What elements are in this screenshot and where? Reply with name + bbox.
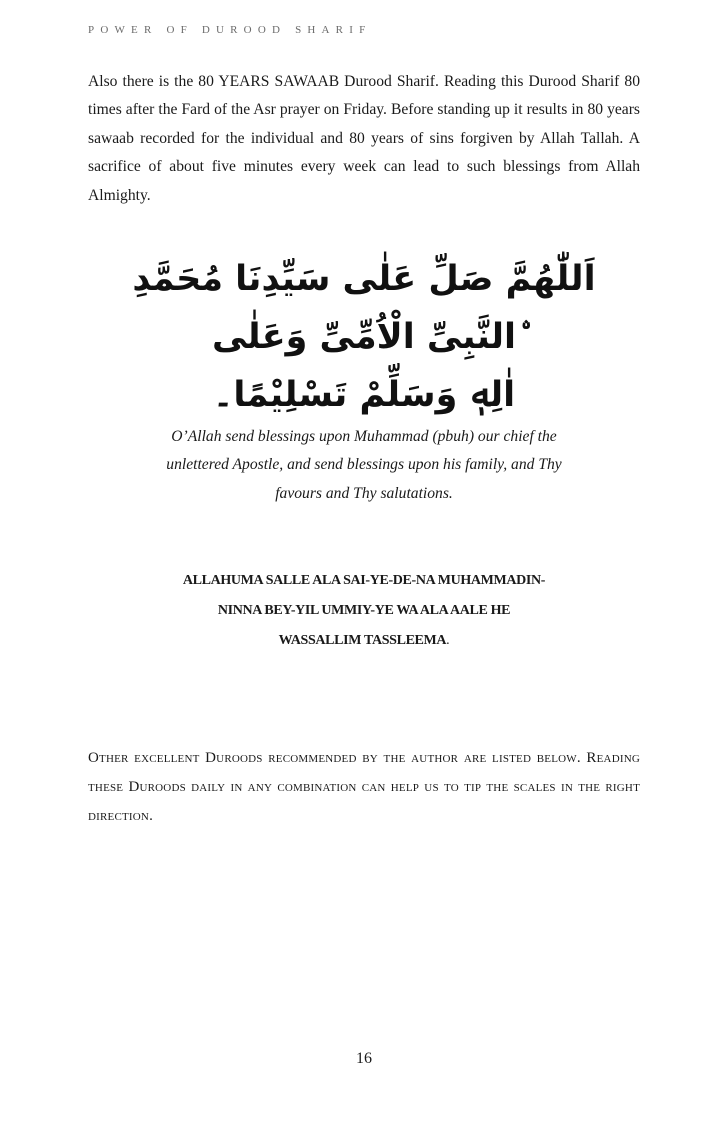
- intro-paragraph: Also there is the 80 YEARS SAWAAB Durood Sharif. Reading this Durood Sharif 80 times after the Fard of the Asr prayer on Friday. Before standing up it results in 80 years sawaab recorded for the individual and 80 years of sins forgiven by Allah Tallah. A sacrifice of about five minutes every week can lead to such blessings from Allah Almighty.: [88, 73, 640, 204]
- transliteration-line-2: NINNA BEY-YIL UMMIY-YE WA ALA AALE HE: [217, 603, 511, 618]
- translation-line-2: unlettered Apostle, and send blessings upon his family, and Thy: [166, 456, 562, 474]
- arabic-durood-text: [100, 250, 628, 424]
- arabic-line-2: اٰلِهٖ وَسَلِّمْ تَسْلِيْمًا۔: [212, 375, 516, 415]
- other-duroods-note: Other excellent Duroods recommended by the author are listed below. Reading these Duroods daily in any combination can help us to tip the scales in the right direction.: [88, 750, 640, 824]
- transliteration: [110, 566, 618, 656]
- transliteration-line-3: [110, 626, 618, 656]
- transliteration-period: .: [446, 633, 450, 648]
- transliteration-line-1: ALLAHUMA SALLE ALA SAI-YE-DE-NA MUHAMMADIN-: [182, 573, 546, 588]
- translation-line-1: O’Allah send blessings upon Muhammad (pbuh) our chief the: [171, 428, 557, 445]
- translation-line-3: favours and Thy salutations.: [275, 484, 453, 502]
- arabic-line-1: اَللّٰهُمَّ صَلِّ عَلٰى سَيِّدِنَا مُحَمَّدِ ۨالنَّبِىِّ الْاُمِّىِّ وَعَلٰى: [132, 259, 596, 357]
- running-header: POWER OF DUROOD SHARIF: [88, 24, 372, 36]
- page-number: 16: [356, 1050, 372, 1067]
- english-translation: [118, 423, 610, 508]
- transliteration-line-3-text: WASSALLIM TASSLEEMA: [278, 633, 447, 648]
